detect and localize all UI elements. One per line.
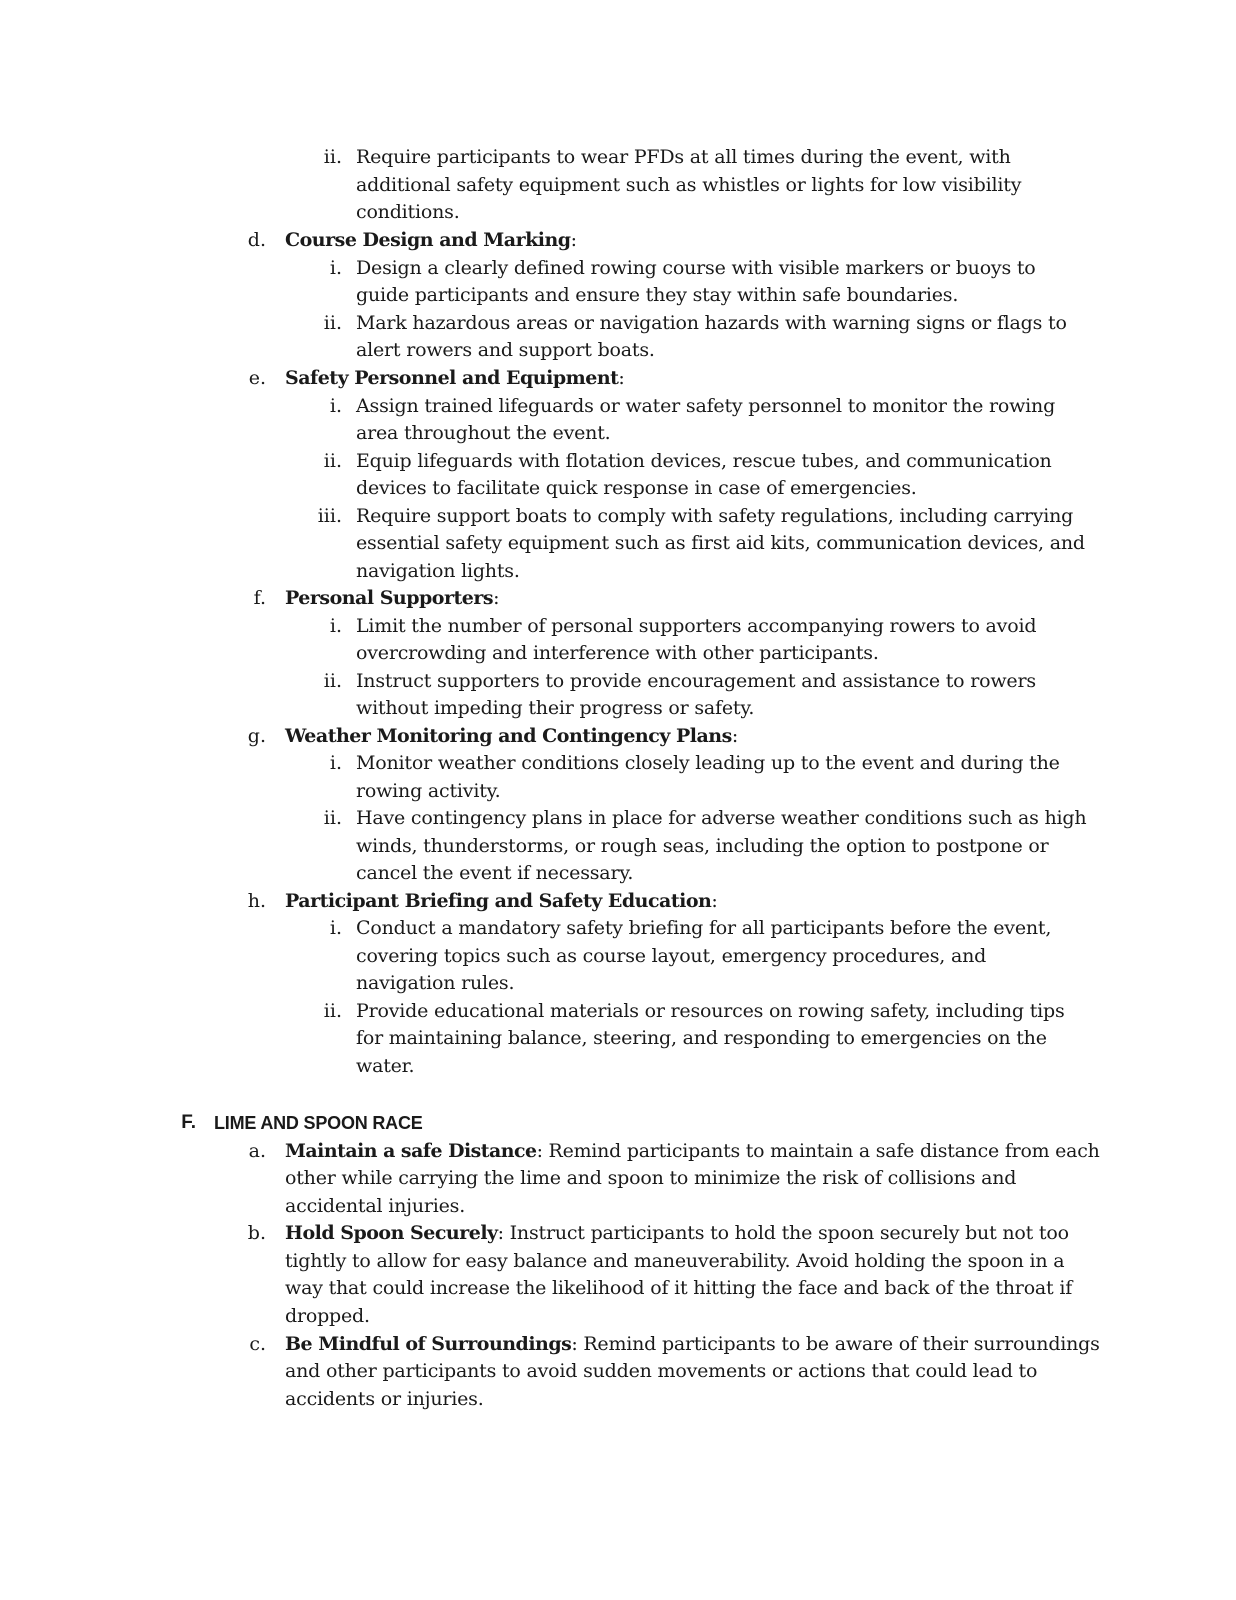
list-item-line: [285, 1330, 1100, 1358]
list-item-line: guide participants and ensure they stay within safe boundaries.: [356, 284, 959, 306]
list-item-line: for maintaining balance, steering, and responding to emergencies on the: [356, 1027, 1047, 1049]
subsection-heading: [285, 364, 625, 392]
heading-suffix: :: [711, 890, 718, 912]
item-heading: Be Mindful of Surroundings: [285, 1333, 572, 1355]
list-item-line: Mark hazardous areas or navigation hazards with warning signs or flags to: [356, 312, 1067, 334]
list-item-line: Assign trained lifeguards or water safety personnel to monitor the rowing: [356, 395, 1056, 417]
list-item-line: devices to facilitate quick response in case of emergencies.: [356, 477, 917, 499]
item-text: : Remind participants to be aware of their surroundings: [571, 1333, 1100, 1355]
heading-text: Safety Personnel and Equipment: [285, 367, 619, 389]
list-marker: g.: [247, 725, 266, 747]
list-item-line: covering topics such as course layout, emergency procedures, and: [356, 945, 987, 967]
section-title: LIME AND SPOON RACE: [214, 1113, 423, 1133]
subsection-heading: [285, 226, 577, 254]
list-item-line: other while carrying the lime and spoon to minimize the risk of collisions and: [285, 1167, 1017, 1189]
list-item-line: additional safety equipment such as whistles or lights for low visibility: [356, 174, 1022, 196]
list-item-line: Limit the number of personal supporters accompanying rowers to avoid: [356, 615, 1037, 637]
subsection-heading: [285, 722, 738, 750]
list-item-line: way that could increase the likelihood of it hitting the face and back of the throat if: [285, 1277, 1073, 1299]
list-item-line: accidental injuries.: [285, 1195, 466, 1217]
list-item-line: Require participants to wear PFDs at all times during the event, with: [356, 146, 1011, 168]
list-marker: c.: [249, 1333, 266, 1355]
list-marker: i.: [329, 917, 342, 939]
list-marker: iii.: [317, 505, 342, 527]
list-item-line: Conduct a mandatory safety briefing for all participants before the event,: [356, 917, 1052, 939]
list-item-line: dropped.: [285, 1305, 370, 1327]
item-heading: Hold Spoon Securely: [285, 1222, 498, 1244]
list-item-line: Require support boats to comply with safety regulations, including carrying: [356, 505, 1074, 527]
list-marker: ii.: [323, 807, 342, 829]
list-item-line: navigation lights.: [356, 560, 520, 582]
list-item-line: and other participants to avoid sudden movements or actions that could lead to: [285, 1360, 1038, 1382]
list-item-line: Provide educational materials or resources on rowing safety, including tips: [356, 1000, 1065, 1022]
list-item-line: accidents or injuries.: [285, 1388, 484, 1410]
list-marker: a.: [248, 1140, 266, 1162]
list-item-line: rowing activity.: [356, 780, 501, 802]
list-item-line: [285, 1219, 1069, 1247]
list-marker: ii.: [323, 312, 342, 334]
list-marker: f.: [253, 587, 266, 609]
list-item-line: conditions.: [356, 201, 460, 223]
list-marker: b.: [247, 1222, 266, 1244]
list-item-line: area throughout the event.: [356, 422, 611, 444]
list-marker: i.: [329, 615, 342, 637]
list-item-line: tightly to allow for easy balance and maneuverability. Avoid holding the spoon in a: [285, 1250, 1065, 1272]
list-item-line: without impeding their progress or safety.: [356, 697, 755, 719]
list-item-line: Monitor weather conditions closely leading up to the event and during the: [356, 752, 1060, 774]
list-marker: ii.: [323, 450, 342, 472]
list-item-line: Have contingency plans in place for adverse weather conditions such as high: [356, 807, 1087, 829]
list-item-line: cancel the event if necessary.: [356, 862, 634, 884]
list-item-line: Equip lifeguards with flotation devices, rescue tubes, and communication: [356, 450, 1052, 472]
list-marker: i.: [329, 752, 342, 774]
heading-suffix: :: [493, 587, 500, 609]
list-marker: d.: [247, 229, 266, 251]
heading-text: Course Design and Marking: [285, 229, 571, 251]
item-text: : Remind participants to maintain a safe distance from each: [536, 1140, 1100, 1162]
heading-text: Participant Briefing and Safety Education: [285, 890, 712, 912]
list-item-line: navigation rules.: [356, 972, 515, 994]
list-marker: ii.: [323, 670, 342, 692]
heading-suffix: :: [570, 229, 577, 251]
item-heading: Maintain a safe Distance: [285, 1140, 537, 1162]
list-item-line: Design a clearly defined rowing course with visible markers or buoys to: [356, 257, 1036, 279]
list-marker: i.: [329, 257, 342, 279]
heading-suffix: :: [731, 725, 739, 747]
subsection-heading: [285, 584, 499, 612]
heading-text: Personal Supporters: [285, 587, 494, 609]
list-item-line: Instruct supporters to provide encouragement and assistance to rowers: [356, 670, 1036, 692]
item-text: : Instruct participants to hold the spoon securely but not too: [497, 1222, 1069, 1244]
list-item-line: [285, 1137, 1100, 1165]
list-marker: e.: [248, 367, 266, 389]
list-marker: i.: [329, 395, 342, 417]
section-marker: F.: [181, 1112, 196, 1133]
list-marker: ii.: [323, 1000, 342, 1022]
heading-text: Weather Monitoring and Contingency Plans: [285, 725, 732, 747]
heading-suffix: :: [618, 367, 625, 389]
list-item-line: winds, thunderstorms, or rough seas, including the option to postpone or: [356, 835, 1049, 857]
list-marker: ii.: [323, 146, 342, 168]
list-item-line: essential safety equipment such as first aid kits, communication devices, and: [356, 532, 1085, 554]
subsection-heading: [285, 887, 718, 915]
list-item-line: overcrowding and interference with other participants.: [356, 642, 879, 664]
list-item-line: water.: [356, 1055, 415, 1077]
list-item-line: alert rowers and support boats.: [356, 339, 655, 361]
list-marker: h.: [247, 890, 266, 912]
